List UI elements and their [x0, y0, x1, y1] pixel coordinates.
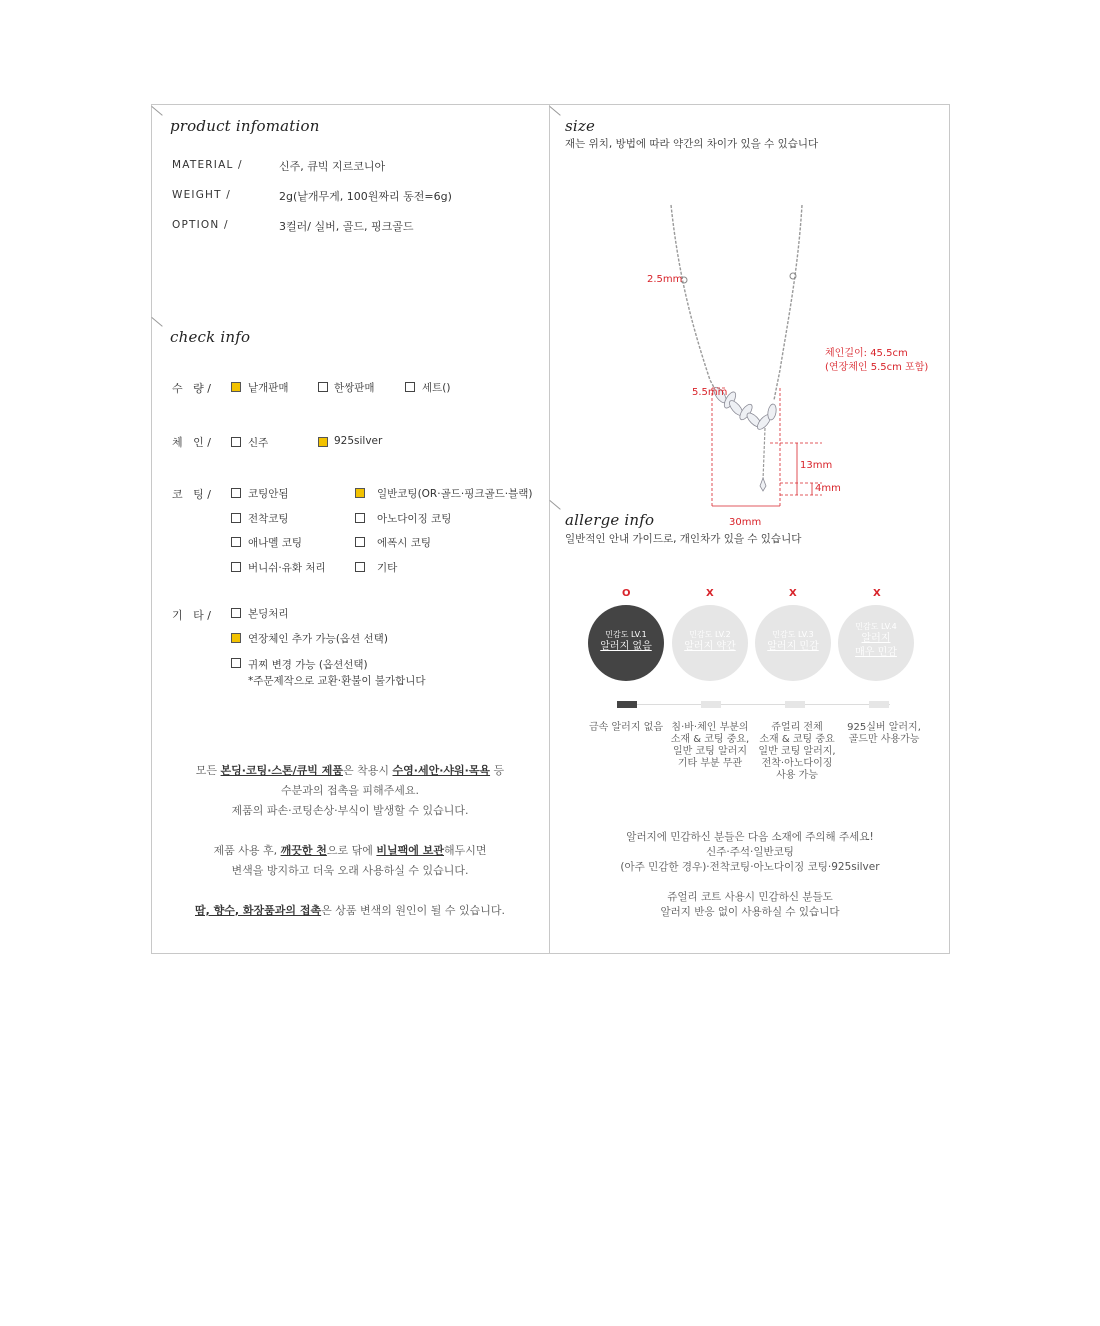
allergy-level2-circle: 민감도 LV.2 알러지 약간 — [672, 605, 748, 681]
care-note-line3: 제품의 파손·코팅손상·부식이 발생할 수 있습니다. — [231, 804, 469, 817]
size-title: size — [565, 117, 596, 135]
check-info-title: check info — [170, 328, 251, 346]
chain-label: 체 인 / — [172, 436, 211, 449]
checkbox-electro-coating — [231, 513, 241, 523]
allergy-note-line5: 알러지 반응 없이 사용하실 수 있습니다 — [660, 906, 840, 918]
option-clip-earring: 귀찌 변경 가능 (옵션선택) — [248, 659, 368, 671]
allergy-info-title: allerge info — [565, 511, 655, 529]
scale-marker-level1 — [617, 701, 637, 708]
allergy-note-line4: 쥬얼리 코트 사용시 민감하신 분들도 — [667, 891, 833, 903]
level4-mark: X — [873, 588, 881, 599]
option-no-coating: 코팅안됨 — [248, 488, 289, 500]
option-value: 3컬러/ 실버, 골드, 핑크골드 — [279, 220, 414, 233]
checkbox-925silver — [318, 437, 328, 447]
option-burnish: 버니쉬·유화 처리 — [248, 562, 326, 574]
checkbox-burnish — [231, 562, 241, 572]
option-general-coating: 일반코팅(OR·골드·핑크골드·블랙) — [377, 488, 533, 500]
checkbox-epoxy — [355, 537, 365, 547]
material-label: MATERIAL / — [172, 159, 243, 171]
care-note-line1: 모든 본딩·코팅·스톤/큐빅 제품은 착용시 수영·세안·샤워·목욕 등 — [195, 764, 505, 777]
option-label: OPTION / — [172, 219, 229, 231]
allergy-note-line2: 신주·주석·일반코팅 — [706, 846, 794, 858]
option-brass: 신주 — [248, 437, 269, 449]
option-single-sale: 낱개판매 — [248, 382, 289, 394]
care-note-line6: 땀, 향수, 화장품과의 접촉은 상품 변색의 원인이 될 수 있습니다. — [195, 904, 505, 917]
custom-order-notice: *주문제작으로 교환·환불이 불가합니다 — [248, 675, 426, 687]
option-extension-chain: 연장체인 추가 가능(옵션 선택) — [248, 633, 388, 645]
allergy-subtitle: 일반적인 안내 가이드로, 개인차가 있을 수 있습니다 — [565, 533, 802, 545]
checkbox-bonding — [231, 608, 241, 618]
allergy-level4-circle: 민감도 LV.4 알러지 매우 민감 — [838, 605, 914, 681]
dim-bead: 2.5mm — [647, 274, 683, 285]
option-bonding: 본딩처리 — [248, 608, 289, 620]
scale-marker-level4 — [869, 701, 889, 708]
product-info-title: product infomation — [170, 117, 320, 135]
level4-description: 925실버 알러지, 골드만 사용가능 — [847, 722, 921, 745]
option-set: 세트() — [422, 382, 451, 394]
care-note-line4: 제품 사용 후, 깨끗한 천으로 닦에 비닐팩에 보관해두시면 — [213, 844, 487, 857]
level3-description: 쥬얼리 전체 소재 & 코팅 중요 일반 코팅 알러지, 전착·아노다이징 사용 가능 — [758, 722, 836, 781]
option-anodizing: 아노다이징 코팅 — [377, 513, 452, 525]
weight-value: 2g(낱개무게, 100원짜리 동전=6g) — [279, 190, 452, 203]
allergy-note-line3: (아주 민감한 경우)·전착코팅·아노다이징 코팅·925silver — [620, 861, 880, 873]
option-other: 기타 — [377, 562, 398, 574]
level3-mark: X — [789, 588, 797, 599]
level1-mark: O — [622, 588, 631, 599]
allergy-level1-circle: 민감도 LV.1 알러지 없음 — [588, 605, 664, 681]
dim-tip: 4mm — [815, 483, 841, 494]
chain-length: 체인길이: 45.5cm — [825, 348, 908, 359]
checkbox-pair-sale — [318, 382, 328, 392]
option-epoxy: 에폭시 코팅 — [377, 537, 432, 549]
care-note-line2: 수분과의 접촉을 피해주세요. — [280, 784, 419, 797]
chain-extension: (연장체인 5.5cm 포함) — [825, 362, 929, 373]
option-pair-sale: 한쌍판매 — [334, 382, 375, 394]
etc-label: 기 타 / — [172, 609, 211, 622]
panel-divider — [549, 104, 550, 954]
scale-marker-level2 — [701, 701, 721, 708]
allergy-note-line1: 알러지에 민감하신 분들은 다음 소재에 주의해 주세요! — [626, 831, 874, 843]
checkbox-no-coating — [231, 488, 241, 498]
checkbox-single-sale — [231, 382, 241, 392]
level1-description: 금속 알러지 없음 — [589, 722, 663, 733]
checkbox-clip-earring — [231, 658, 241, 668]
material-value: 신주, 큐빅 지르코니아 — [279, 160, 386, 173]
dim-width: 30mm — [729, 517, 762, 528]
level2-description: 침·바·체인 부분의 소재 & 코팅 중요, 일반 코팅 알러지 기타 부분 무관 — [670, 722, 750, 769]
quantity-label: 수 량 / — [172, 382, 211, 395]
level2-mark: X — [706, 588, 714, 599]
option-electro-coating: 전착코팅 — [248, 513, 289, 525]
care-note-line5: 변색을 방지하고 더욱 오래 사용하실 수 있습니다. — [231, 864, 469, 877]
sensitivity-scale-line — [617, 704, 890, 705]
dim-drop: 13mm — [800, 460, 833, 471]
checkbox-other — [355, 562, 365, 572]
size-subtitle: 재는 위치, 방법에 따라 약간의 차이가 있을 수 있습니다 — [565, 138, 819, 150]
checkbox-general-coating — [355, 488, 365, 498]
checkbox-anodizing — [355, 513, 365, 523]
coating-label: 코 팅 / — [172, 488, 211, 501]
weight-label: WEIGHT / — [172, 189, 232, 201]
option-enamel: 애나멜 코팅 — [248, 537, 303, 549]
allergy-level3-circle: 민감도 LV.3 알러지 민감 — [755, 605, 831, 681]
checkbox-enamel — [231, 537, 241, 547]
checkbox-extension-chain — [231, 633, 241, 643]
option-925silver: 925silver — [334, 435, 383, 447]
scale-marker-level3 — [785, 701, 805, 708]
dim-leaf: 5.5mm — [692, 387, 728, 398]
checkbox-set — [405, 382, 415, 392]
checkbox-brass — [231, 437, 241, 447]
